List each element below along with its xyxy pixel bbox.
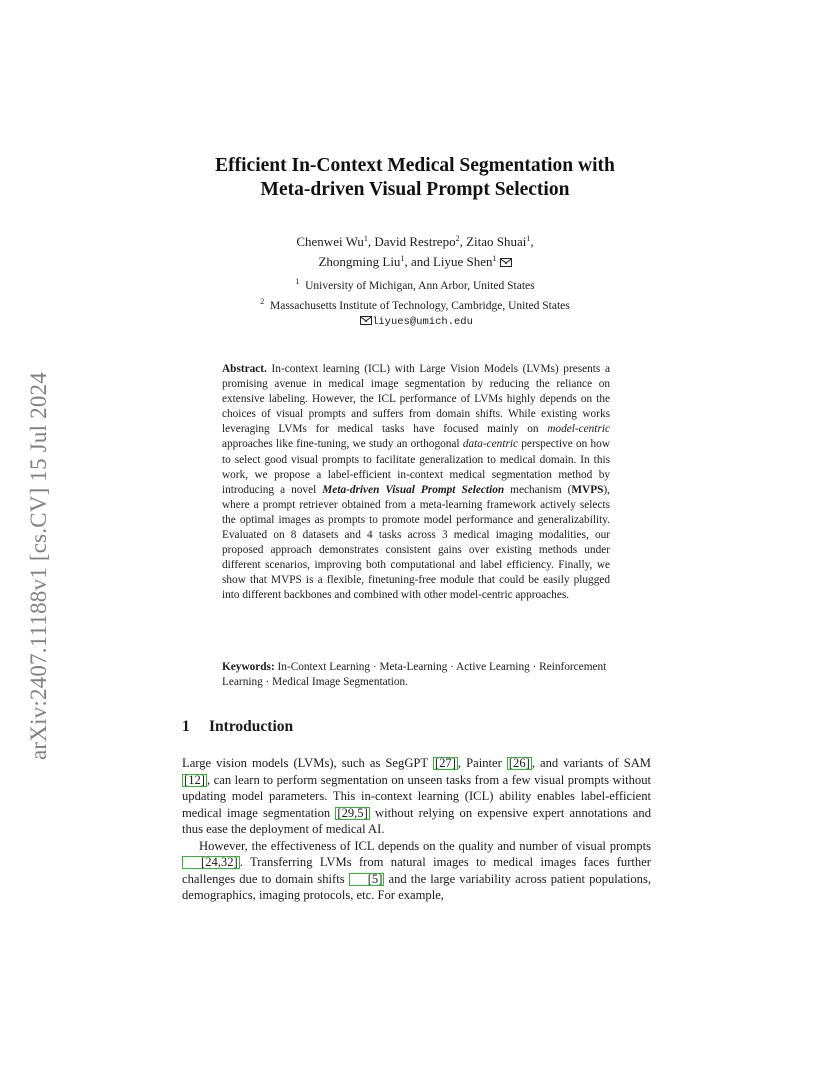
affiliation-2 bbox=[180, 294, 650, 314]
section-number: 1 bbox=[182, 718, 190, 735]
keywords-text: In-Context Learning · Meta-Learning · Active Learning · Reinforcement Learning · Medical Image Segmentation. bbox=[222, 661, 607, 689]
body-text: , can learn to perform segmentation on unseen tasks from a few visual prompts without updating model parameters. This in-context learning (ICL) ability enables label-efficient medical image segmentation bbox=[182, 772, 651, 820]
author-affil-mark: 1 bbox=[526, 234, 531, 243]
body-text: and the large variability across patient populations, demographics, imaging protocols, etc. For example, bbox=[182, 871, 652, 902]
section-heading bbox=[182, 718, 293, 736]
abstract-emphasis: model-centric bbox=[547, 423, 610, 436]
body-text: without relying on expensive expert annotations and thus ease the deployment of medical AI. bbox=[182, 805, 651, 836]
title-line-1: Efficient In-Context Medical Segmentation with bbox=[215, 155, 615, 176]
author-affil-mark: 1 bbox=[400, 254, 405, 263]
citation-link[interactable]: [5] bbox=[349, 873, 385, 886]
keywords bbox=[222, 660, 614, 690]
body-text: . Transferring LVMs from natural images to medical images faces further challenges due to domain shifts bbox=[182, 855, 651, 886]
body-text: Large vision models (LVMs), such as SegGPT bbox=[182, 756, 433, 770]
abstract-text: ), where a prompt retriever obtained from a meta-learning framework actively selects the optimal images as prompts to promote model performance and generalizability. Evaluated on 8 datasets and 4 tasks across 3 medical imaging modalities, our proposed approach demonstrates consistent gains over existing methods under different scenarios, improving both computational and label efficiency. Finally, we show that MVPS is a flexible, finetuning-free module that could be easily plugged into different backbones and combined with other model-centric approaches. bbox=[222, 483, 610, 602]
author-line-1 bbox=[180, 230, 650, 250]
author-name: , David Restrepo bbox=[367, 234, 456, 249]
affiliation-text: University of Michigan, Ann Arbor, United States bbox=[305, 280, 535, 292]
affiliations bbox=[180, 274, 650, 330]
citation-link[interactable]: [26] bbox=[508, 756, 530, 770]
body-text: However, the effectiveness of ICL depends on the quality and number of visual prompts bbox=[199, 838, 651, 853]
author-name: , Zitao Shuai bbox=[459, 234, 527, 249]
author-name: , and Liyue Shen bbox=[404, 254, 493, 269]
envelope-icon bbox=[500, 258, 512, 267]
citation-link[interactable]: [12] bbox=[184, 772, 205, 787]
intro-paragraph-1 bbox=[182, 755, 651, 838]
keywords-label: Keywords: bbox=[222, 661, 275, 673]
citation-link[interactable]: [29,5] bbox=[337, 805, 368, 820]
author-affil-mark: 1 bbox=[363, 234, 368, 243]
section-title: Introduction bbox=[209, 718, 294, 735]
affil-mark: 1 bbox=[295, 277, 300, 286]
abstract-text: In-context learning (ICL) with Large Vision Models (LVMs) presents a promising avenue in medical image segmentation by reducing the reliance on extensive labeling. However, the ICL performance of LVMs highly depends on the choices of visual prompts and suffers from domain shifts. While existing works leveraging LVMs for medical tasks have focused mainly on bbox=[222, 363, 610, 436]
intro-paragraph-2 bbox=[182, 838, 651, 904]
affiliation-1 bbox=[180, 274, 650, 294]
body-text: , and variants of SAM bbox=[531, 756, 651, 770]
author-affil-mark: 1 bbox=[492, 254, 497, 263]
affil-mark: 2 bbox=[260, 297, 265, 306]
email-line bbox=[180, 314, 650, 330]
body-text: , Painter bbox=[457, 756, 507, 770]
abstract bbox=[222, 362, 610, 604]
method-name: Meta-driven Visual Prompt Selection bbox=[322, 483, 505, 496]
method-abbreviation: MVPS bbox=[571, 483, 604, 496]
author-list bbox=[180, 230, 650, 270]
author-name: Zhongming Liu bbox=[318, 254, 401, 269]
envelope-icon bbox=[360, 316, 372, 325]
author-name: Chenwei Wu bbox=[296, 234, 364, 249]
author-affil-mark: 2 bbox=[455, 234, 460, 243]
affiliation-text: Massachusetts Institute of Technology, Cambridge, United States bbox=[270, 300, 570, 312]
abstract-emphasis: data-centric bbox=[462, 438, 519, 451]
title-line-2: Meta-driven Visual Prompt Selection bbox=[260, 179, 570, 200]
email-address[interactable]: liyues@umich.edu bbox=[372, 316, 473, 328]
author-separator: , bbox=[530, 234, 534, 249]
arxiv-side-stamp: arXiv:2407.11188v1 [cs.CV] 15 Jul 2024 bbox=[26, 372, 51, 760]
paper-title bbox=[150, 154, 680, 202]
abstract-text: perspective on how to select good visual prompts to facilitate generalization to medical domain. In this work, we propose a label-efficient in-context medical segmentation method by introducing a novel bbox=[222, 438, 610, 496]
citation-link[interactable]: [27] bbox=[434, 756, 456, 770]
citation-link[interactable]: [24,32] bbox=[182, 856, 240, 869]
abstract-text: mechanism ( bbox=[504, 483, 572, 496]
intro-body bbox=[182, 755, 651, 904]
abstract-text: approaches like fine-tuning, we study an orthogonal bbox=[222, 438, 463, 451]
abstract-label: Abstract. bbox=[222, 363, 267, 375]
author-line-2 bbox=[180, 250, 650, 270]
